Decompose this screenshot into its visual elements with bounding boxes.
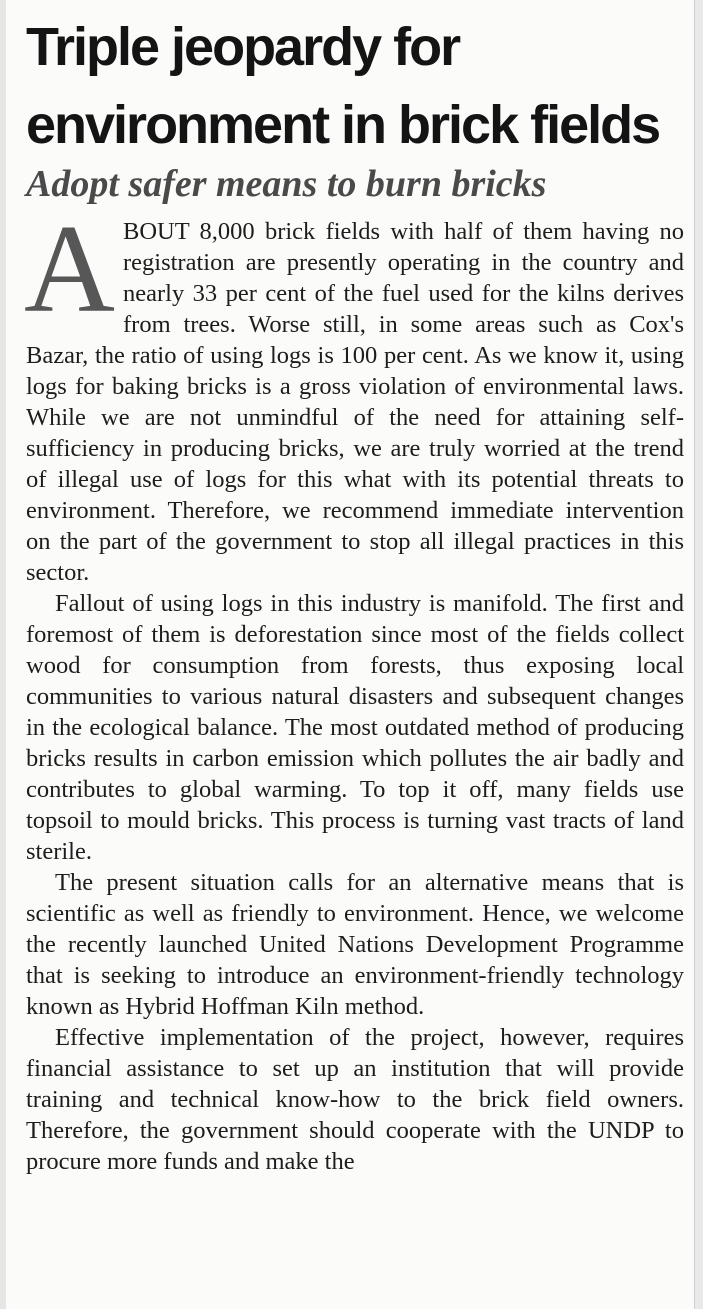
- drop-cap: A: [24, 200, 115, 339]
- paragraph-1-text: BOUT 8,000 brick fields with half of them having no registration are presently operating in the country and nearly 33 per cent of the fuel used for the kilns derives from trees. Worse still, in some areas such as Cox's Bazar, the ratio of using logs is 100 per cent. As we know it, using logs for baking bricks is a gross violation of environmental laws. While we are not unmindful of the need for attaining self-sufficiency in producing bricks, we are truly worried at the trend of illegal use of logs for this what with its potential threats to environment. Therefore, we recommend immediate intervention on the part of the government to stop all illegal practices in this sector.: [26, 218, 684, 586]
- paragraph-1: [24, 200, 684, 588]
- headline: Triple jeopardy for environment in brick fields: [26, 17, 660, 155]
- page-edge-left: [0, 0, 6, 1309]
- paragraph-3: The present situation calls for an alternative means that is scientific as well as friendly to environment. Hence, we welcome the recently launched United Nations Development Programme that is seeking to introduce an environment-friendly technology known as Hybrid Hoffman Kiln method.: [26, 869, 684, 1020]
- paragraph-2: Fallout of using logs in this industry is manifold. The first and foremost of them is deforestation since most of the fields collect wood for consumption from forests, thus exposing local communities to various natural disasters and subsequent changes in the ecological balance. The most outdated method of producing bricks results in carbon emission which pollutes the air badly and contributes to global warming. To top it off, many fields use topsoil to mould bricks. This process is turning vast tracts of land sterile.: [26, 590, 684, 865]
- page-edge-right: [694, 0, 703, 1309]
- subheadline: Adopt safer means to burn bricks: [26, 163, 547, 205]
- article-body: [24, 200, 684, 1177]
- paragraph-4: Effective implementation of the project, however, requires financial assistance to set up an institution that will provide training and technical know-how to the brick field owners. Therefore, the government should cooperate with the UNDP to procure more funds and make the: [26, 1024, 684, 1175]
